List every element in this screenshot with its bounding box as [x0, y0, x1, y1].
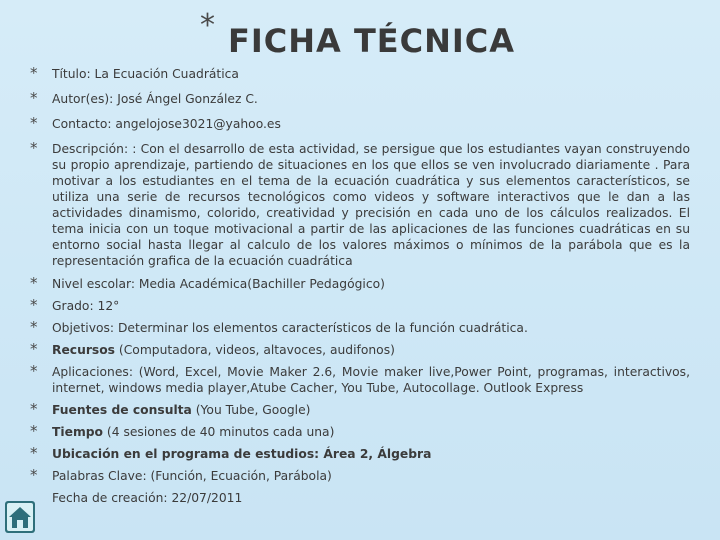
bullet-star: *: [30, 274, 38, 292]
item-text: (Computadora, videos, altavoces, audifonos): [115, 343, 395, 357]
item-text: Grado: 12°: [52, 299, 120, 313]
item-label: Recursos: [52, 343, 116, 357]
title-bullet-star: *: [200, 8, 215, 43]
list-item-autor: [30, 91, 690, 107]
list-item-grado: [30, 298, 690, 314]
item-text: Fecha de creación: 22/07/2011: [52, 491, 243, 505]
item-label: Ubicación en el programa de estudios: Área 2, Álgebra: [52, 447, 432, 461]
list-item-titulo: [30, 66, 690, 82]
bullet-star: *: [30, 89, 38, 107]
item-text: Título: La Ecuación Cuadrática: [52, 67, 239, 81]
item-text: Descripción: : Con el desarrollo de esta actividad, se persigue que los estudiantes vayan construyendo su propio aprendizaje, partiendo de situaciones en los que ellos se ven involucrado diariamente . Para motivar a los estudiantes en el tema de la ecuación cuadrática y sus elementos característicos, se utiliza una serie de recursos tecnológicos como videos y software interactivos que le dan a las actividades dinamismo, colorido, creatividad y precisión en cada uno de los cálculos realizados. El tema inicia con un toque motivacional a partir de las aplicaciones de las funciones cuadráticas en su entorno social hasta llegar al calculo de los valores máximos o mínimos de la parábola que es la representación grafica de la ecuación cuadrática: [52, 142, 690, 268]
bullet-star: *: [30, 139, 38, 157]
bullet-star: *: [30, 466, 38, 484]
list-item-tiempo: [30, 424, 690, 440]
item-text: Contacto: angelojose3021@yahoo.es: [52, 117, 281, 131]
list-item-nivel: [30, 276, 690, 292]
home-icon[interactable]: [4, 500, 36, 534]
list-item-fecha: [30, 490, 690, 506]
list-item-fuentes: [30, 402, 690, 418]
bullet-star: *: [30, 444, 38, 462]
bullet-star: *: [30, 64, 38, 82]
list-item-contacto: [30, 116, 690, 132]
item-text: Aplicaciones: (Word, Excel, Movie Maker 2.6, Movie maker live,Power Point, programas, interactivos, internet, windows media player,Atube Cacher, You Tube, Autocollage. Outlook Express: [52, 365, 690, 395]
item-text: Objetivos: Determinar los elementos característicos de la función cuadrática.: [52, 321, 528, 335]
bullet-star: *: [30, 340, 38, 358]
bullet-list: [30, 66, 690, 506]
bullet-star: *: [30, 296, 38, 314]
item-text: (You Tube, Google): [191, 403, 311, 417]
list-item-recursos: [30, 342, 690, 358]
item-text: Nivel escolar: Media Académica(Bachiller Pedagógico): [52, 277, 385, 291]
list-item-ubicacion: [30, 446, 690, 462]
list-item-palabras-clave: [30, 468, 690, 484]
bullet-star: *: [30, 400, 38, 418]
list-item-aplicaciones: [30, 364, 690, 396]
list-item-objetivos: [30, 320, 690, 336]
slide-title: FICHA TÉCNICA: [228, 22, 516, 60]
item-label: Fuentes de consulta: [52, 403, 192, 417]
list-item-descripcion: [30, 141, 690, 269]
bullet-star: *: [30, 318, 38, 336]
item-text: Palabras Clave: (Función, Ecuación, Parábola): [52, 469, 332, 483]
item-text: (4 sesiones de 40 minutos cada una): [103, 425, 335, 439]
item-text: Autor(es): José Ángel González C.: [52, 92, 258, 106]
item-label: Tiempo: [52, 425, 104, 439]
bullet-star: *: [30, 422, 38, 440]
bullet-star: *: [30, 362, 38, 380]
bullet-star: *: [30, 114, 38, 132]
